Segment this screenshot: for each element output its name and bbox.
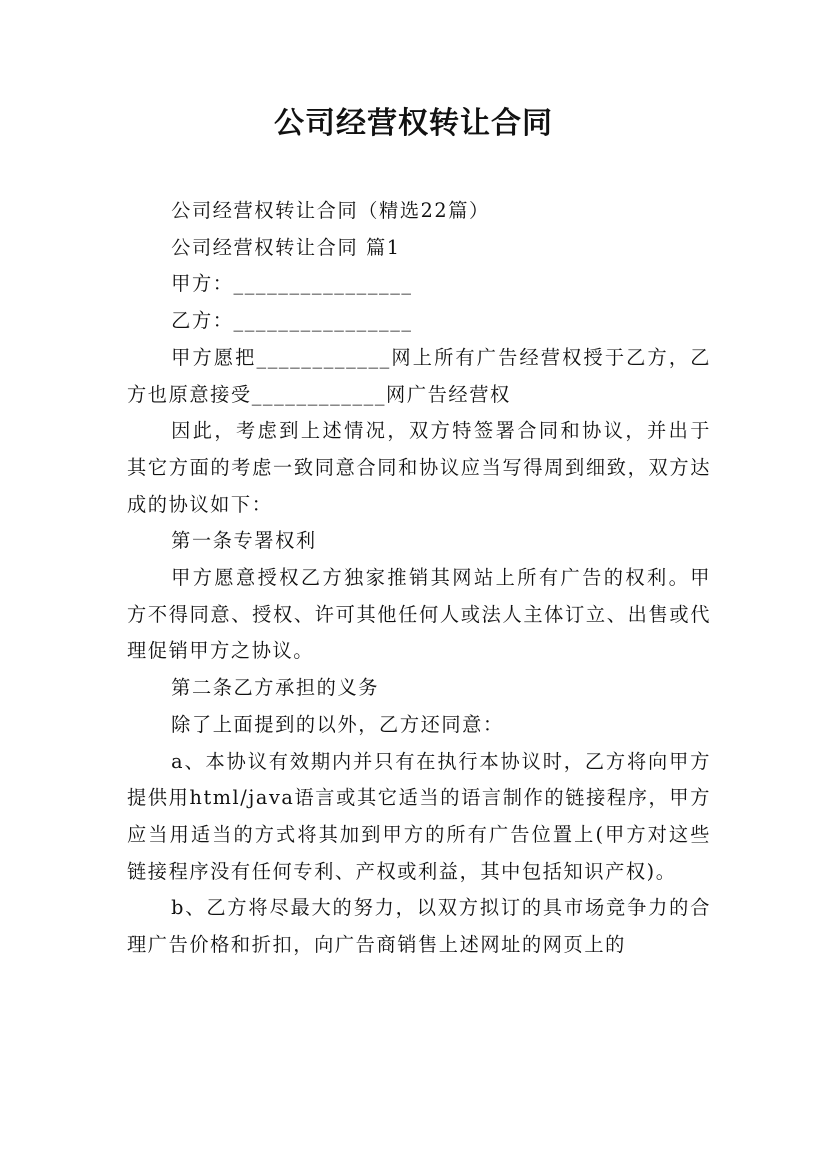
paragraph: 甲方愿意授权乙方独家推销其网站上所有广告的权利。甲方不得同意、授权、许可其他任何人或法人主体订立、出售或代理促销甲方之协议。 [127, 566, 711, 663]
paragraph: b、乙方将尽最大的努力，以双方拟订的具市场竞争力的合理广告价格和折扣，向广告商销售上述网址的网页上的 [127, 896, 711, 957]
paragraph: 乙方：________________ [171, 309, 413, 333]
paragraph: 甲方愿把____________网上所有广告经营权授于乙方，乙方也原意接受____________网广告经营权 [127, 345, 711, 406]
paragraph: 公司经营权转让合同（精选22篇） [171, 199, 490, 222]
paragraph: 因此，考虑到上述情况，双方特签署合同和协议，并出于其它方面的考虑一致同意合同和协议应当写得周到细致，双方达成的协议如下： [127, 419, 711, 516]
document-title: 公司经营权转让合同 [274, 106, 553, 141]
paragraph: 第二条乙方承担的义务 [171, 676, 380, 700]
paragraph: a、本协议有效期内并只有在执行本协议时，乙方将向甲方提供用html/java语言或其它适当的语言制作的链接程序，甲方应当用适当的方式将其加到甲方的所有广告位置上(甲方对这些链接程序没有任何专利、产权或利益，其中包括知识产权)。 [127, 749, 711, 883]
paragraph: 第一条专署权利 [171, 529, 317, 553]
paragraph: 公司经营权转让合同 篇1 [171, 235, 401, 259]
paragraph: 除了上面提到的以外，乙方还同意： [171, 712, 504, 736]
document-body [127, 193, 711, 964]
paragraph: 甲方：________________ [171, 272, 413, 296]
